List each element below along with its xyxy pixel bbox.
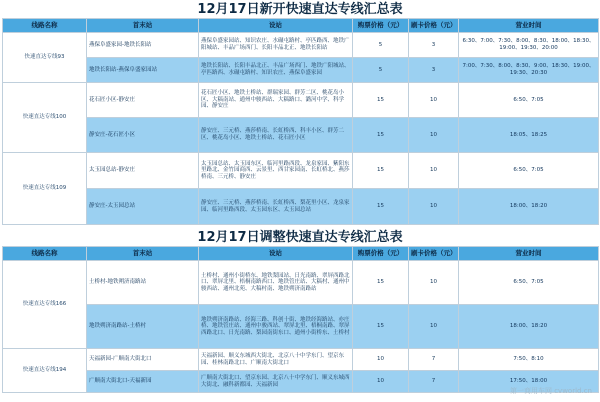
table-row xyxy=(3,33,599,58)
line-name: 快速直达专线194 xyxy=(3,349,87,393)
origin-destination: 地铁长阳站-燕保阜盛家园站 xyxy=(87,58,199,83)
header-time: 营业时间 xyxy=(459,19,599,33)
stops: 燕保阜盛家园站、知识农庄、水碾屯路村、亭匹路西、地铁广阳城站、丰品广场西门、长阳丰品北正、地铁长阳站 xyxy=(199,33,353,58)
header-card: 刷卡价格（元） xyxy=(409,19,459,33)
header-od: 首末站 xyxy=(87,247,199,261)
ticket-price: 10 xyxy=(353,349,409,371)
line-name: 快速直达专线109 xyxy=(3,153,87,225)
stops: 静安庄、三元桥、燕莎桥南、长虹桥西、科丰小区、群芳二区、桃花岛小区、地铁土桥站、花石匠小区 xyxy=(199,118,353,153)
page xyxy=(0,2,600,402)
origin-destination: 广顺南大街北口-天福新园 xyxy=(87,371,199,393)
stops: 地铁长阳站、长阳丰品北正、丰品广场西门、地铁广阳城站、亭匹路西、水碾屯路村、知识农庄、燕保阜盛家园 xyxy=(199,58,353,83)
line-name: 快速直达专线100 xyxy=(3,83,87,153)
table1-header-row xyxy=(3,19,599,33)
table-row xyxy=(3,261,599,305)
header-line: 线路名称 xyxy=(3,247,87,261)
card-price: 10 xyxy=(409,118,459,153)
ticket-price: 15 xyxy=(353,153,409,189)
service-time: 6:30、7:00、7:30、8:00、8:30、18:00、18:30、19:00、19:30、20:00 xyxy=(459,33,599,58)
table-row xyxy=(3,305,599,349)
table-row xyxy=(3,349,599,371)
line-name: 快速直达专线93 xyxy=(3,33,87,83)
origin-destination: 太玉园总站-静安庄 xyxy=(87,153,199,189)
table2-header-row xyxy=(3,247,599,261)
service-time: 18:05、18:25 xyxy=(459,118,599,153)
card-price: 3 xyxy=(409,58,459,83)
watermark: 第一商用车网 cvworld.cn xyxy=(509,387,592,395)
service-time: 6:50、7:05 xyxy=(459,83,599,118)
table-row xyxy=(3,189,599,225)
table-row xyxy=(3,83,599,118)
service-time: 7:00、7:30、8:00、8:30、9:00、18:30、19:00、19:30、20:30 xyxy=(459,58,599,83)
header-stops: 设站 xyxy=(199,247,353,261)
card-price: 10 xyxy=(409,83,459,118)
stops: 广顺南大街北口、望京东园、北京八十中学东门、顺义东城西大街北、融科新都园、天福新园 xyxy=(199,371,353,393)
table2 xyxy=(2,246,599,393)
service-time: 17:50、18:00 xyxy=(459,371,599,393)
header-time: 营业时间 xyxy=(459,247,599,261)
ticket-price: 15 xyxy=(353,305,409,349)
header-ticket: 购票价格（元） xyxy=(353,19,409,33)
ticket-price: 15 xyxy=(353,118,409,153)
service-time: 18:00、18:20 xyxy=(459,305,599,349)
card-price: 3 xyxy=(409,33,459,58)
table-row xyxy=(3,58,599,83)
stops: 太玉园总站、太玉园东区、临河里路西段、龙泉家园、紫阳东里路北、金竹园商西、云景里、西甘家园南、长虹桥北、燕莎桥南、三元桥、静安庄 xyxy=(199,153,353,189)
ticket-price: 5 xyxy=(353,33,409,58)
stops: 静安庄、三元桥、燕莎桥南、长虹桥西、梨花里小区、龙泉家园、临河里路西段、太玉园东区、太玉园总站 xyxy=(199,189,353,225)
ticket-price: 15 xyxy=(353,261,409,305)
stops: 花石匠小区、地铁土桥站、群瑞家园、群芳二区、桃花岛小区、大稿南站、通州中骏西站、大稿路口、潞河中学、科学园、静安庄 xyxy=(199,83,353,118)
origin-destination: 花石匠小区-静安庄 xyxy=(87,83,199,118)
service-time: 6:50、7:05 xyxy=(459,261,599,305)
header-stops: 设站 xyxy=(199,19,353,33)
table-row xyxy=(3,153,599,189)
stops: 地铁朔济南路站、经海三路、科创十街、地铁经海路站、亦庄桥、地铁管庄站、通州中骏西站、翠屏北里、梧桐南路、翠屏西路北口、日光南路、梨园南街东口、通州小街桥东、土桥村 xyxy=(199,305,353,349)
table1-section xyxy=(0,2,600,225)
service-time: 7:50、8:10 xyxy=(459,349,599,371)
card-price: 10 xyxy=(409,305,459,349)
service-time: 18:00、18:20 xyxy=(459,189,599,225)
service-time: 6:50、7:05 xyxy=(459,153,599,189)
card-price: 10 xyxy=(409,261,459,305)
table2-title: 12月17日调整快速直达专线汇总表 xyxy=(197,230,403,245)
header-od: 首末站 xyxy=(87,19,199,33)
ticket-price: 5 xyxy=(353,58,409,83)
stops: 天福新园、顺义东城西大街北、北京八十中学东门、望京东园、桂林南路北口、广顺南大街北口 xyxy=(199,349,353,371)
card-price: 7 xyxy=(409,349,459,371)
origin-destination: 天福新园-广顺南大街北口 xyxy=(87,349,199,371)
origin-destination: 静安庄-太玉园总站 xyxy=(87,189,199,225)
card-price: 7 xyxy=(409,371,459,393)
table2-section xyxy=(0,230,600,393)
origin-destination: 土桥村-地铁朔济南路站 xyxy=(87,261,199,305)
stops: 土桥村、通州小街桥东、地铁梨园站、日光南路、翠屏西路北口、翠屏北里、梧桐南路西口、地铁管庄站、大稿村、通州中骏西站、通州北苑、大稿村南、地铁朔济南路站 xyxy=(199,261,353,305)
header-card: 刷卡价格（元） xyxy=(409,247,459,261)
ticket-price: 15 xyxy=(353,83,409,118)
table1 xyxy=(2,18,599,225)
origin-destination: 燕保阜盛家园-地铁长阳站 xyxy=(87,33,199,58)
header-line: 线路名称 xyxy=(3,19,87,33)
header-ticket: 购票价格（元） xyxy=(353,247,409,261)
card-price: 10 xyxy=(409,189,459,225)
origin-destination: 静安庄-花石匠小区 xyxy=(87,118,199,153)
ticket-price: 15 xyxy=(353,189,409,225)
card-price: 10 xyxy=(409,153,459,189)
line-name: 快速直达专线166 xyxy=(3,261,87,349)
origin-destination: 地铁朔济南路站-土桥村 xyxy=(87,305,199,349)
ticket-price: 10 xyxy=(353,371,409,393)
table-row xyxy=(3,118,599,153)
table1-title: 12月17日新开快速直达专线汇总表 xyxy=(197,2,403,17)
